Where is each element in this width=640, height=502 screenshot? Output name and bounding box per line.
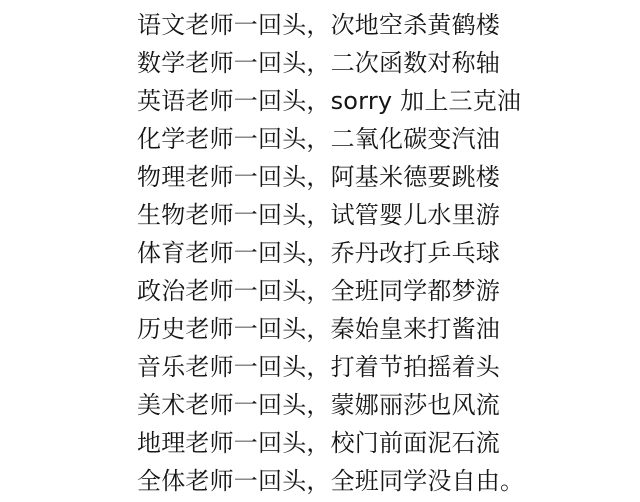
poem-line: 历史老师一回头，秦始皇来打酱油 — [137, 315, 500, 343]
poem-line: 政治老师一回头，全班同学都梦游 — [137, 277, 500, 305]
poem-line: 生物老师一回头，试管婴儿水里游 — [137, 201, 500, 229]
poem-line: 地理老师一回头，校门前面泥石流 — [137, 429, 500, 457]
poem-line: 物理老师一回头，阿基米德要跳楼 — [137, 163, 500, 191]
poem-text — [137, 6, 537, 500]
poem-line: 语文老师一回头，次地空杀黄鹤楼 — [137, 11, 500, 39]
poem-line: 美术老师一回头，蒙娜丽莎也风流 — [137, 391, 500, 419]
poem-line: 全体老师一回头，全班同学没自由。 — [137, 467, 525, 495]
poem-line: 音乐老师一回头，打着节拍摇着头 — [137, 353, 500, 381]
poem-line: 体育老师一回头，乔丹改打乒乓球 — [137, 239, 500, 267]
poem-line: 化学老师一回头，二氧化碳变汽油 — [137, 125, 500, 153]
poem-line: 数学老师一回头，二次函数对称轴 — [137, 49, 500, 77]
poem-line: 英语老师一回头，sorry 加上三克油 — [137, 87, 522, 115]
